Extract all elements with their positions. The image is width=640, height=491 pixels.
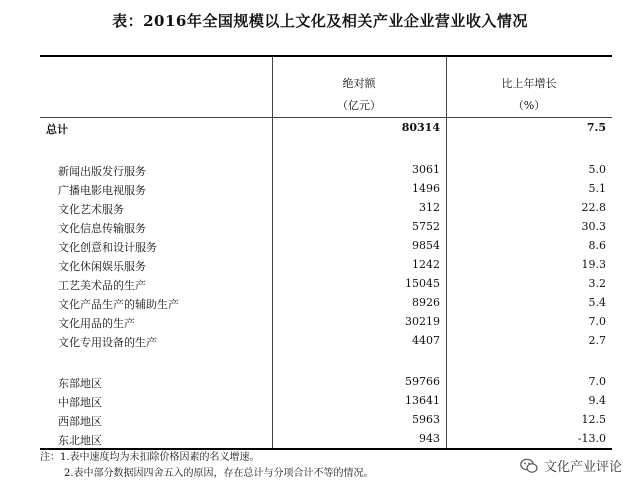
header-growth-unit: （%） — [512, 99, 546, 112]
table-row — [40, 294, 612, 312]
row-value: 80314 — [401, 121, 440, 134]
row-value: 9854 — [412, 239, 440, 252]
row-growth: 22.8 — [581, 201, 606, 214]
table-row — [40, 256, 612, 274]
row-label: 文化专用设备的生产 — [58, 336, 157, 349]
table-row — [40, 275, 612, 293]
table-row — [40, 332, 612, 350]
row-value: 4407 — [412, 334, 440, 347]
row-value: 1496 — [412, 182, 440, 195]
row-value: 1242 — [412, 258, 440, 271]
watermark — [520, 456, 622, 475]
table-row — [40, 161, 612, 179]
revenue-table — [40, 55, 612, 450]
table-row — [40, 411, 612, 429]
header-absolute-value-unit: （亿元） — [337, 99, 381, 112]
table-row — [40, 199, 612, 217]
row-growth: 19.3 — [581, 258, 606, 271]
row-label: 西部地区 — [58, 415, 102, 428]
table-row — [40, 392, 612, 410]
row-label: 文化信息传输服务 — [58, 222, 146, 235]
row-value: 59766 — [405, 375, 440, 388]
wechat-icon — [520, 458, 538, 474]
row-label: 文化用品的生产 — [58, 317, 135, 330]
row-label: 东北地区 — [58, 434, 102, 447]
header-divider — [40, 117, 612, 118]
row-growth: 30.3 — [581, 220, 606, 233]
row-label: 文化创意和设计服务 — [58, 241, 157, 254]
table-row — [40, 373, 612, 391]
table-row — [40, 237, 612, 255]
row-growth: -13.0 — [577, 432, 606, 445]
row-growth: 12.5 — [581, 413, 606, 426]
row-growth: 2.7 — [588, 334, 606, 347]
table-notes — [40, 450, 374, 482]
table-row — [40, 218, 612, 236]
row-growth: 3.2 — [588, 277, 606, 290]
row-value: 3061 — [412, 163, 440, 176]
note-line-1: 注：1.表中速度均为未扣除价格因素的名义增速。 — [40, 452, 260, 463]
row-growth: 9.4 — [588, 394, 606, 407]
row-label: 文化休闲娱乐服务 — [58, 260, 146, 273]
row-growth: 7.5 — [586, 121, 606, 134]
row-growth: 7.0 — [588, 375, 606, 388]
note-line-2: 2.表中部分数据因四舍五入的原因，存在总计与分项合计不等的情况。 — [64, 468, 374, 479]
row-value: 312 — [419, 201, 440, 214]
row-growth: 7.0 — [588, 315, 606, 328]
row-label: 总计 — [46, 123, 68, 136]
table-title: 表：2016年全国规模以上文化及相关产业企业营业收入情况 — [112, 12, 528, 30]
row-value: 15045 — [405, 277, 440, 290]
table-row — [40, 430, 612, 448]
row-value: 5752 — [412, 220, 440, 233]
row-label: 东部地区 — [58, 377, 102, 390]
table-row-total — [40, 119, 612, 137]
row-label: 工艺美术品的生产 — [58, 279, 146, 292]
header-growth: 比上年增长 — [501, 77, 557, 90]
row-growth: 5.1 — [588, 182, 606, 195]
row-value: 8926 — [412, 296, 440, 309]
row-value: 13641 — [405, 394, 440, 407]
row-growth: 5.4 — [588, 296, 606, 309]
table-row — [40, 180, 612, 198]
row-label: 文化艺术服务 — [58, 203, 124, 216]
row-value: 5963 — [412, 413, 440, 426]
table-row — [40, 313, 612, 331]
row-growth: 5.0 — [588, 163, 606, 176]
row-label: 文化产品生产的辅助生产 — [58, 298, 179, 311]
row-value: 943 — [419, 432, 440, 445]
watermark-text: 文化产业评论 — [543, 460, 622, 475]
header-absolute-value: 绝对额 — [342, 77, 376, 90]
row-growth: 8.6 — [588, 239, 606, 252]
row-label: 新闻出版发行服务 — [58, 165, 146, 178]
row-label: 中部地区 — [58, 396, 102, 409]
row-value: 30219 — [405, 315, 440, 328]
row-label: 广播电影电视服务 — [58, 184, 146, 197]
